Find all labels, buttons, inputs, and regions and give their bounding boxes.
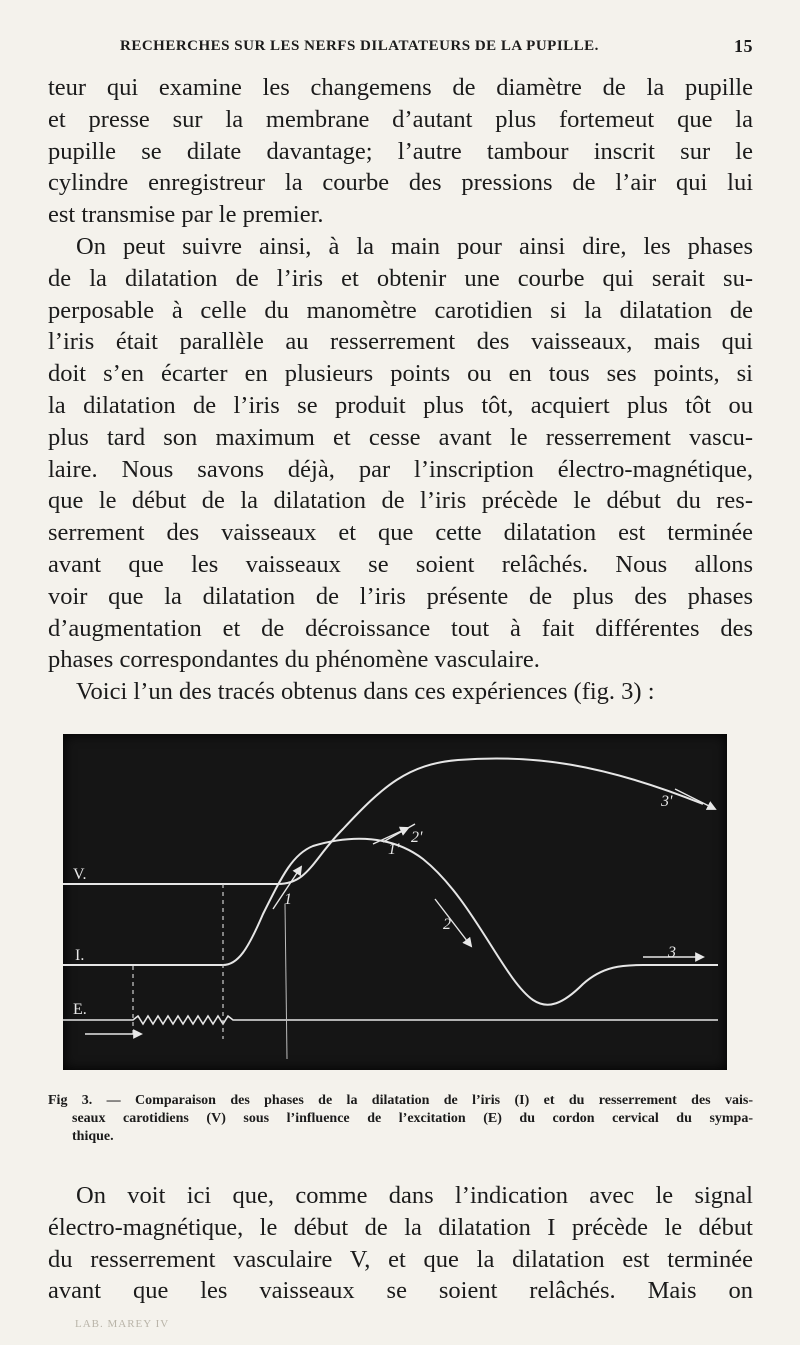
- text-line: avant que les vaisseaux se soient relâchés. Mais on: [48, 1277, 753, 1305]
- curve-i: [63, 839, 718, 1005]
- arrow-3p: [675, 789, 715, 809]
- label-phase-3p: 3': [661, 793, 673, 810]
- text-line: électro-magnétique, le début de la dilatation I précède le début: [48, 1213, 753, 1241]
- text-line: pupille se dilate davantage; l’autre tambour inscrit sur le: [48, 137, 753, 165]
- curve-e: [63, 1016, 718, 1024]
- label-phase-2: 2: [443, 916, 451, 933]
- text-line: perposable à celle du manomètre carotidien si la dilatation de: [48, 296, 753, 324]
- running-head: [48, 38, 753, 60]
- text-line: du resserrement vasculaire V, et que la dilatation est terminée: [48, 1245, 753, 1273]
- figure-caption: [48, 1092, 753, 1146]
- curve-v: [63, 758, 703, 884]
- text-line: On peut suivre ainsi, à la main pour ainsi dire, les phases: [76, 232, 753, 260]
- text-line: cylindre enregistreur la courbe des pressions de l’air qui lui: [48, 169, 753, 197]
- body-text-continued: [48, 1180, 753, 1307]
- text-line: plus tard son maximum et cesse avant le resserrement vascu-: [48, 423, 753, 451]
- tracing-svg: [63, 734, 727, 1070]
- text-line: teur qui examine les changemens de diamètre de la pupille: [48, 74, 753, 101]
- figure-3-tracing: [63, 734, 727, 1070]
- caption-line: seaux carotidiens (V) sous l’influence de l’excitation (E) du cordon cervical du sympa-: [72, 1111, 753, 1126]
- text-line: voir que la dilatation de l’iris présente de plus des phases: [48, 582, 753, 610]
- text-line: serrement des vaisseaux et que cette dilatation est terminée: [48, 519, 753, 547]
- label-e: E.: [73, 1001, 87, 1018]
- text-line: Voici l’un des tracés obtenus dans ces expériences (fig. 3) :: [76, 678, 655, 706]
- text-line: avant que les vaisseaux se soient relâchés. Nous allons: [48, 550, 753, 578]
- text-line: que le début de la dilatation de l’iris précède le début du res-: [48, 487, 753, 515]
- text-line: et presse sur la membrane d’autant plus fortemeut que la: [48, 105, 753, 133]
- text-line: l’iris était parallèle au resserrement des vaisseaux, mais qui: [48, 328, 753, 356]
- label-phase-2p: 2': [411, 829, 423, 846]
- caption-line: Fig 3. — Comparaison des phases de la dilatation de l’iris (I) et du resserrement des vais-: [48, 1093, 753, 1108]
- label-phase-3: 3: [668, 944, 676, 961]
- text-line: de la dilatation de l’iris et obtenir une courbe qui serait su-: [48, 264, 753, 292]
- text-line: doit s’en écarter en plusieurs points ou en tous ses points, si: [48, 360, 753, 388]
- text-line: d’augmentation et de décroissance tout à fait différentes des: [48, 614, 753, 642]
- label-v: V.: [73, 866, 87, 883]
- text-line: phases correspondantes du phénomène vasculaire.: [48, 646, 540, 674]
- text-line: laire. Nous savons déjà, par l’inscription électro-magnétique,: [48, 455, 753, 483]
- signature-mark: LAB. MAREY IV: [75, 1318, 170, 1330]
- label-phase-1: 1: [284, 891, 292, 908]
- text-line: On voit ici que, comme dans l’indication avec le signal: [76, 1182, 753, 1209]
- running-title: RECHERCHES SUR LES NERFS DILATATEURS DE LA PUPILLE.: [120, 38, 599, 54]
- text-line: est transmise par le premier.: [48, 201, 324, 229]
- phase-marker: [285, 904, 287, 1059]
- label-i: I.: [75, 947, 85, 964]
- text-line: la dilatation de l’iris se produit plus tôt, acquiert plus tôt ou: [48, 391, 753, 419]
- label-phase-1p: 1': [388, 841, 400, 858]
- caption-line: thique.: [72, 1129, 114, 1144]
- page-number: 15: [734, 36, 753, 56]
- body-text: [48, 72, 753, 708]
